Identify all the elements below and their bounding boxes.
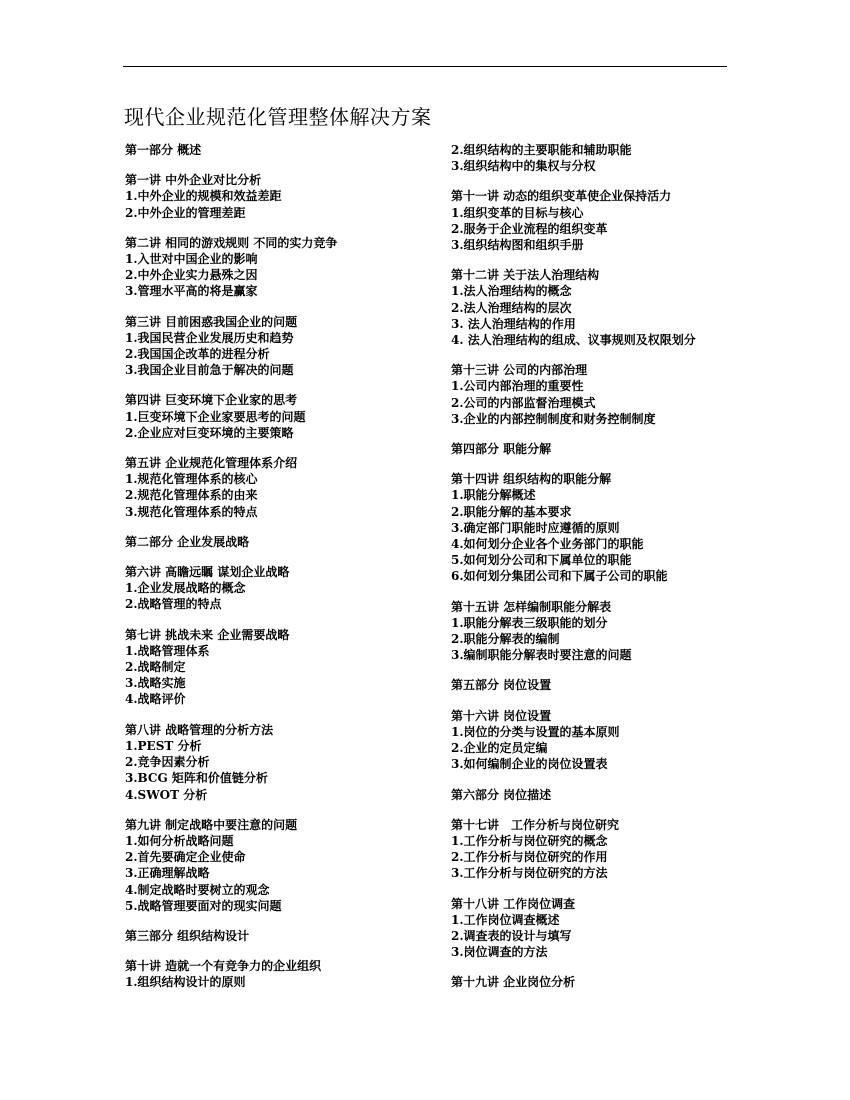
toc-item: 4. 法人治理结构的组成、议事规则及权限划分	[451, 333, 696, 348]
toc-item: 3.战略实施	[125, 676, 186, 691]
toc-item: 1.职能分解表三级职能的划分	[451, 615, 608, 630]
section-gap	[125, 441, 445, 455]
section-gap	[451, 882, 771, 896]
section-gap	[451, 348, 771, 362]
toc-item: 2.规范化管理体系的由来	[125, 488, 258, 503]
toc-item: 1.入世对中国企业的影响	[125, 252, 258, 267]
section-heading: 第三讲 目前困惑我国企业的问题	[125, 314, 298, 329]
toc-item: 1.岗位的分类与设置的基本原则	[451, 724, 620, 739]
toc-item: 3.如何编制企业的岗位设置表	[451, 757, 608, 772]
section-heading: 第十二讲 关于法人治理结构	[451, 268, 600, 283]
section-gap	[451, 694, 771, 708]
section-gap	[451, 773, 771, 787]
toc-item: 1.巨变环境下企业家要思考的问题	[125, 409, 306, 424]
toc-item: 3.我国企业目前急于解决的问题	[125, 363, 294, 378]
toc-item: 5.战略管理要面对的现实问题	[125, 898, 282, 913]
toc-item: 3.规范化管理体系的特点	[125, 504, 258, 519]
section-gap	[451, 960, 771, 974]
section-gap	[125, 613, 445, 627]
section-heading: 第三部分 组织结构设计	[125, 928, 250, 943]
section-heading: 第十一讲 动态的组织变革使企业保持活力	[451, 189, 672, 204]
section-gap	[451, 427, 771, 441]
document-title: 现代企业规范化管理整体解决方案	[124, 105, 432, 129]
section-heading: 第七讲 挑战未来 企业需要战略	[125, 627, 290, 642]
toc-item: 2.职能分解的基本要求	[451, 504, 572, 519]
toc-item: 1.组织变革的目标与核心	[451, 205, 584, 220]
toc-item: 1.组织结构设计的原则	[125, 975, 246, 990]
toc-item: 6.如何划分集团公司和下属子公司的职能	[451, 569, 668, 584]
toc-item: 1.如何分析战略问题	[125, 833, 234, 848]
toc-item: 4.SWOT 分析	[125, 787, 208, 802]
section-gap	[451, 174, 771, 188]
toc-item: 2.中外企业实力悬殊之因	[125, 268, 258, 283]
section-heading: 第十七讲 工作分析与岗位研究	[451, 817, 620, 832]
toc-left-column	[125, 142, 445, 991]
toc-item: 5.如何划分公司和下属单位的职能	[451, 553, 632, 568]
section-gap	[451, 457, 771, 471]
toc-item: 1.工作岗位调查概述	[451, 912, 560, 927]
section-heading: 第十六讲 岗位设置	[451, 708, 552, 723]
toc-item: 2.战略管理的特点	[125, 597, 222, 612]
toc-item: 1.规范化管理体系的核心	[125, 472, 258, 487]
section-heading: 第六讲 高瞻远瞩 谋划企业战略	[125, 565, 290, 580]
section-gap	[125, 708, 445, 722]
section-gap	[125, 550, 445, 564]
toc-item: 1.工作分析与岗位研究的概念	[451, 833, 608, 848]
section-heading: 第八讲 战略管理的分析方法	[125, 722, 274, 737]
section-heading: 第十四讲 组织结构的职能分解	[451, 472, 612, 487]
toc-item: 2.竞争因素分析	[125, 755, 210, 770]
section-heading: 第四讲 巨变环境下企业家的思考	[125, 393, 298, 408]
toc-item: 2.战略制定	[125, 660, 186, 675]
section-heading: 第一部分 概述	[125, 143, 202, 157]
section-heading: 第九讲 制定战略中要注意的问题	[125, 817, 298, 832]
toc-item: 2.法人治理结构的层次	[451, 300, 572, 315]
toc-item: 2.组织结构的主要职能和辅助职能	[451, 143, 632, 157]
toc-item: 3.岗位调查的方法	[451, 945, 548, 960]
toc-item: 3.正确理解战略	[125, 866, 210, 881]
toc-item: 3.组织结构中的集权与分权	[451, 159, 596, 174]
toc-item: 2.首先要确定企业使命	[125, 850, 246, 865]
section-gap	[451, 803, 771, 817]
section-heading: 第五部分 岗位设置	[451, 678, 552, 693]
section-heading: 第十讲 造就一个有竞争力的企业组织	[125, 959, 322, 974]
toc-item: 1.PEST 分析	[125, 738, 202, 753]
toc-item: 3.确定部门职能时应遵循的原则	[451, 520, 620, 535]
toc-item: 3.编制职能分解表时要注意的问题	[451, 648, 632, 663]
header-rule	[123, 66, 727, 67]
section-gap	[125, 221, 445, 235]
section-heading: 第十九讲 企业岗位分析	[451, 975, 576, 990]
section-gap	[125, 300, 445, 314]
toc-item: 4.如何划分企业各个业务部门的职能	[451, 537, 644, 552]
section-heading: 第十八讲 工作岗位调查	[451, 896, 576, 911]
toc-item: 2.公司的内部监督治理模式	[451, 395, 596, 410]
section-heading: 第十三讲 公司的内部治理	[451, 363, 588, 378]
toc-item: 3.管理水平高的将是赢家	[125, 284, 258, 299]
section-gap	[125, 378, 445, 392]
toc-item: 1.战略管理体系	[125, 643, 210, 658]
toc-item: 2.我国国企改革的进程分析	[125, 347, 270, 362]
toc-item: 2.企业应对巨变环境的主要策略	[125, 425, 294, 440]
section-heading: 第二讲 相同的游戏规则 不同的实力竞争	[125, 235, 338, 250]
toc-item: 1.企业发展战略的概念	[125, 581, 246, 596]
toc-item: 3.组织结构图和组织手册	[451, 238, 584, 253]
section-heading: 第十五讲 怎样编制职能分解表	[451, 599, 612, 614]
toc-item: 2.职能分解表的编制	[451, 632, 560, 647]
toc-item: 1.中外企业的规模和效益差距	[125, 189, 282, 204]
section-gap	[125, 914, 445, 928]
toc-item: 3.工作分析与岗位研究的方法	[451, 866, 608, 881]
toc-item: 2.企业的定员定编	[451, 741, 548, 756]
toc-item: 1.我国民营企业发展历史和趋势	[125, 330, 294, 345]
toc-item: 4.制定战略时要树立的观念	[125, 882, 270, 897]
toc-item: 1.职能分解概述	[451, 488, 536, 503]
toc-item: 2.工作分析与岗位研究的作用	[451, 850, 608, 865]
toc-item: 1.法人治理结构的概念	[451, 284, 572, 299]
section-gap	[125, 520, 445, 534]
toc-item: 4.战略评价	[125, 692, 186, 707]
section-heading: 第二部分 企业发展战略	[125, 534, 250, 549]
section-gap	[125, 803, 445, 817]
toc-right-column	[451, 142, 771, 991]
section-gap	[125, 944, 445, 958]
section-heading: 第六部分 岗位描述	[451, 787, 552, 802]
section-gap	[451, 663, 771, 677]
section-heading: 第一讲 中外企业对比分析	[125, 173, 262, 188]
toc-item: 2.调查表的设计与填写	[451, 928, 572, 943]
toc-item: 1.公司内部治理的重要性	[451, 379, 584, 394]
section-gap	[125, 158, 445, 172]
toc-item: 3.企业的内部控制制度和财务控制制度	[451, 411, 656, 426]
toc-item: 3.BCG 矩阵和价值链分析	[125, 771, 268, 786]
section-heading: 第五讲 企业规范化管理体系介绍	[125, 456, 298, 471]
section-gap	[451, 253, 771, 267]
section-heading: 第四部分 职能分解	[451, 442, 552, 457]
toc-item: 3. 法人治理结构的作用	[451, 316, 576, 331]
section-gap	[451, 585, 771, 599]
toc-item: 2.服务于企业流程的组织变革	[451, 221, 608, 236]
toc-item: 2.中外企业的管理差距	[125, 205, 246, 220]
